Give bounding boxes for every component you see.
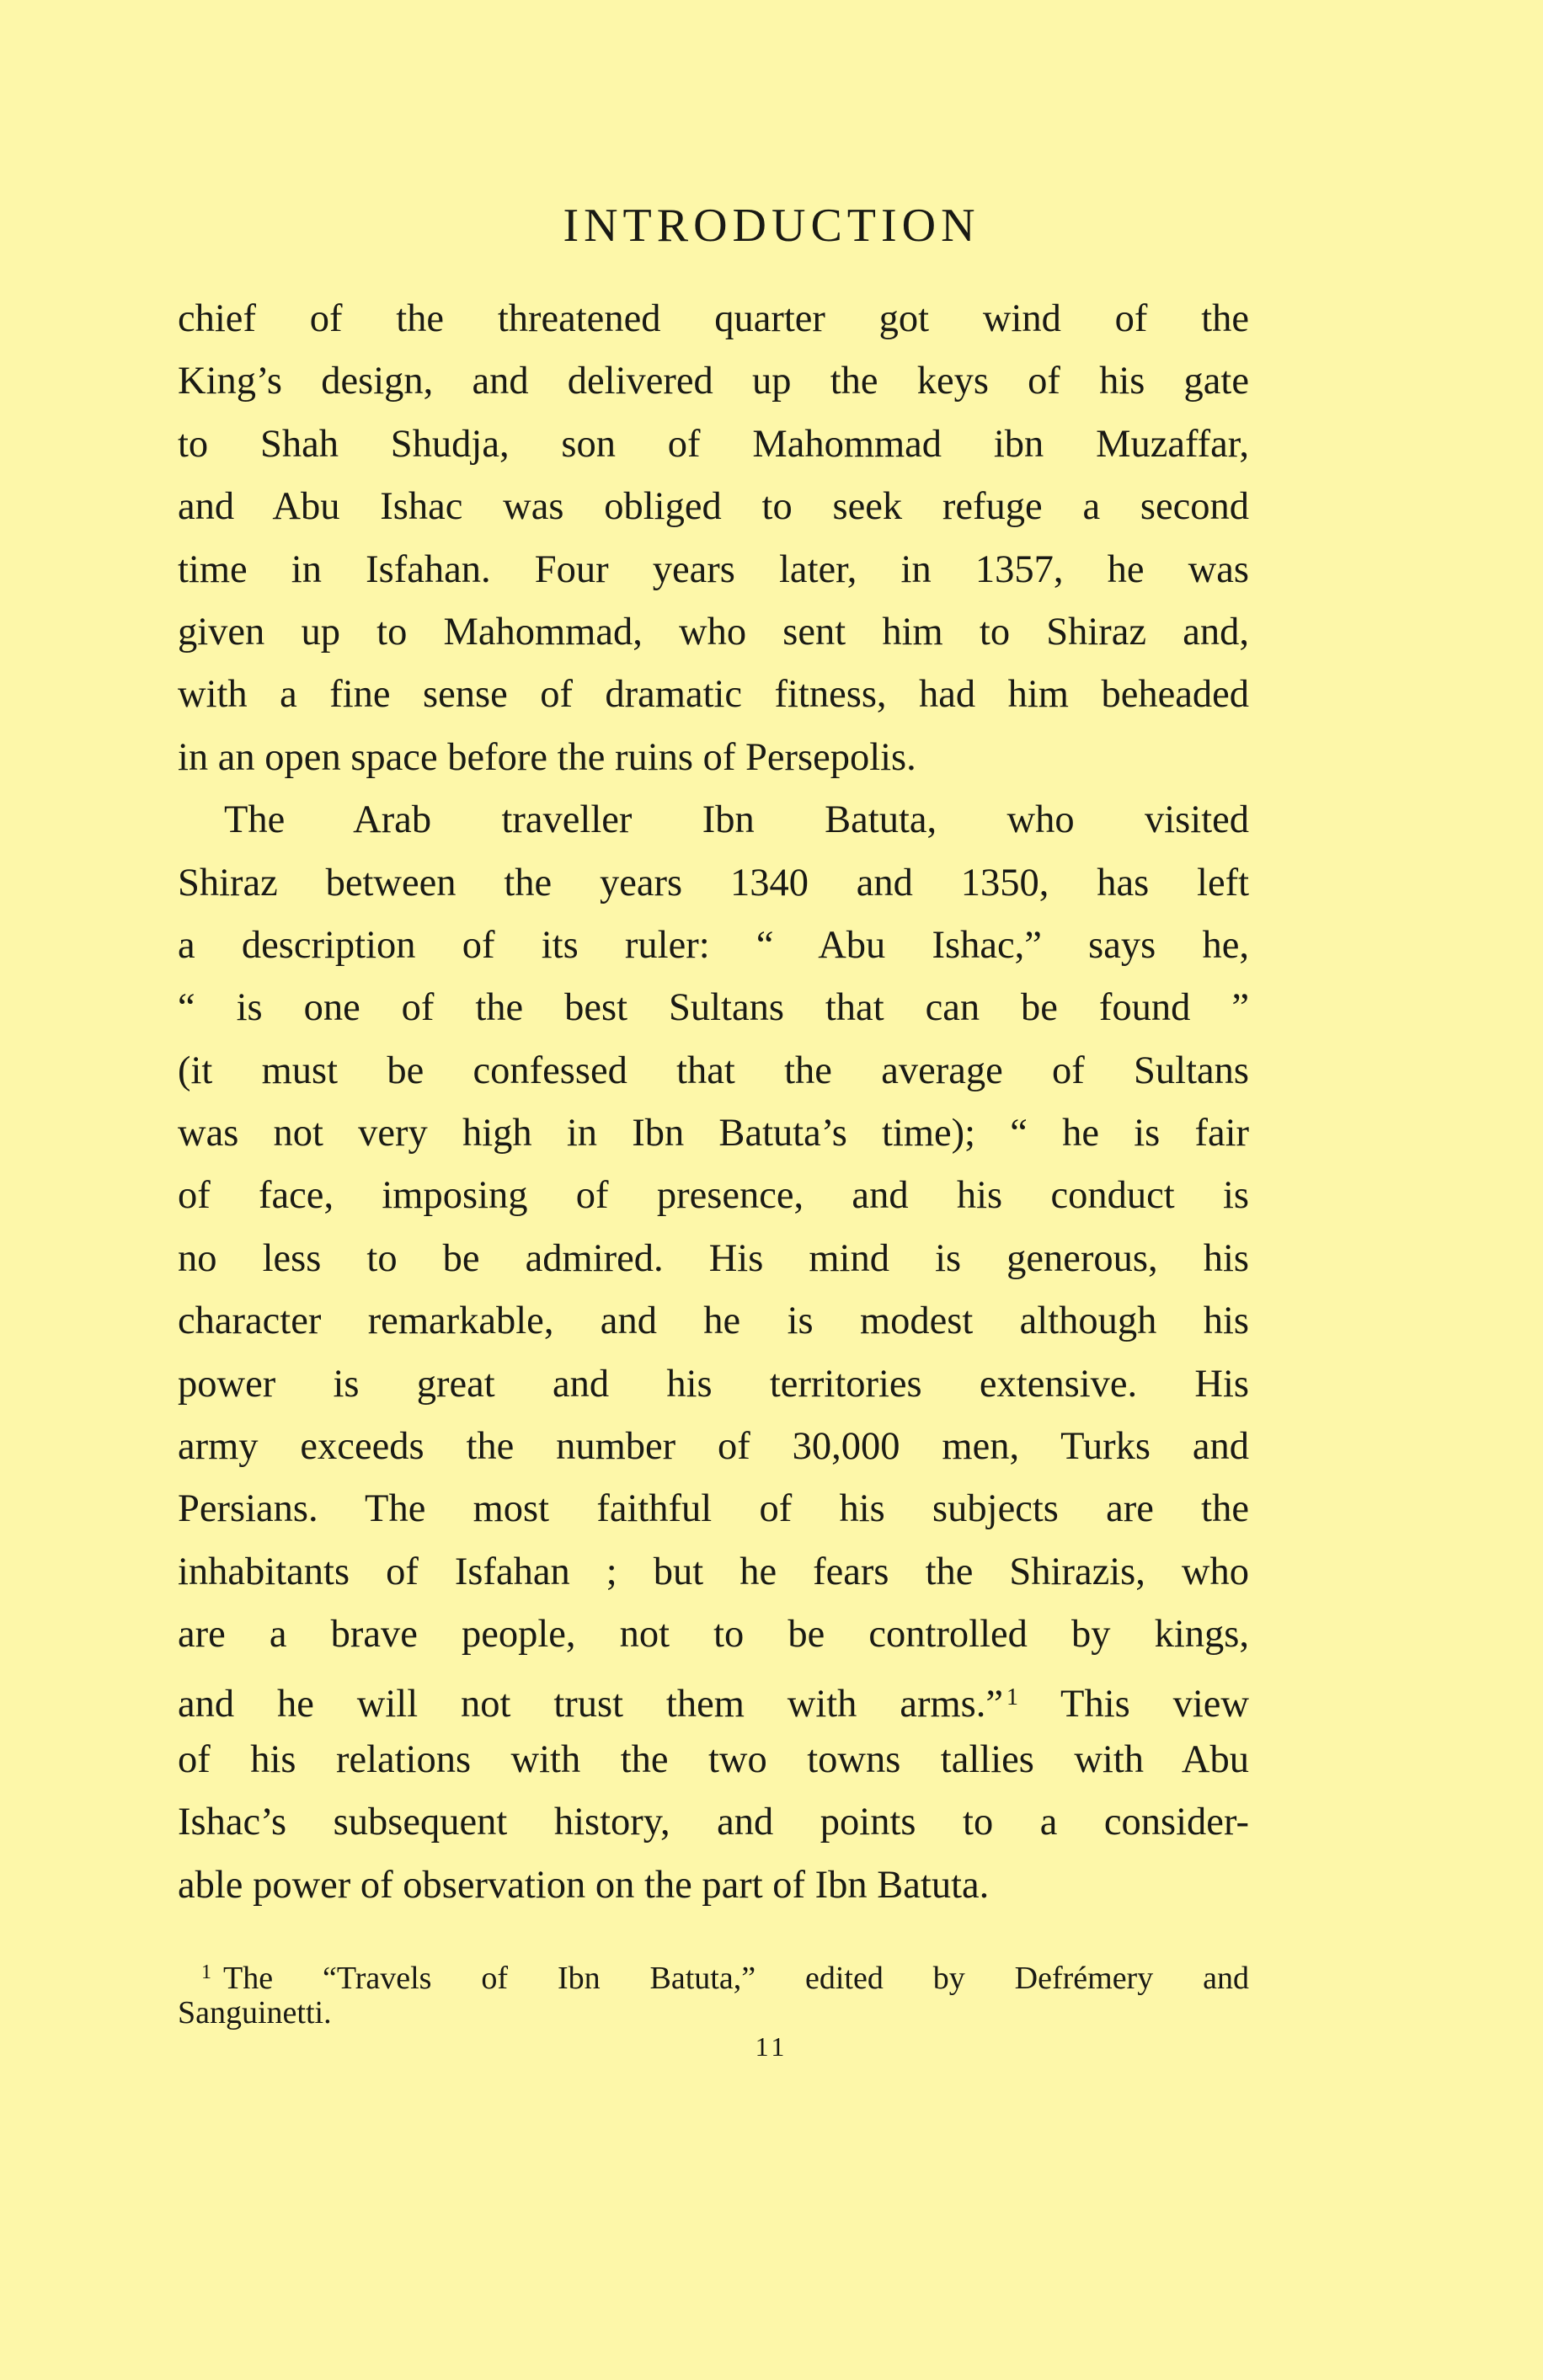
- body-text: [178, 288, 1249, 1917]
- text-line: time in Isfahan. Four years later, in 1357, he was: [178, 547, 1249, 591]
- text-line: inhabitants of Isfahan ; but he fears the Shirazis, who: [178, 1550, 1249, 1593]
- text-line: power is great and his territories extensive. His: [178, 1362, 1249, 1406]
- line-text: and he will not trust them with arms.”: [178, 1682, 1003, 1726]
- text-line: Persians. The most faithful of his subjects are the: [178, 1487, 1249, 1531]
- text-line: of face, imposing of presence, and his conduct is: [178, 1174, 1249, 1218]
- running-head: INTRODUCTION: [563, 200, 980, 252]
- text-line: and Abu Ishac was obliged to seek refuge a second: [178, 485, 1249, 529]
- text-line: a description of its ruler: “ Abu Ishac,” says he,: [178, 923, 1249, 967]
- text-line: The Arab traveller Ibn Batuta, who visited: [224, 798, 1249, 842]
- text-line: “ is one of the best Sultans that can be found ”: [178, 986, 1249, 1030]
- text-line: Ishac’s subsequent history, and points to a consider-: [178, 1801, 1249, 1844]
- text-line: chief of the threatened quarter got wind of the: [178, 297, 1249, 340]
- text-line: King’s design, and delivered up the keys of his gate: [178, 360, 1249, 403]
- text-line: was not very high in Ibn Batuta’s time); “ he is fair: [178, 1112, 1249, 1155]
- page-number: 11: [755, 2031, 788, 2062]
- text-line: in an open space before the ruins of Persepolis.: [178, 735, 916, 779]
- text-line: of his relations with the two towns tallies with Abu: [178, 1737, 1249, 1781]
- text-line: army exceeds the number of 30,000 men, Turks and: [178, 1425, 1249, 1469]
- text-line: given up to Mahommad, who sent him to Shiraz and,: [178, 610, 1249, 654]
- text-line: Shiraz between the years 1340 and 1350, has left: [178, 861, 1249, 905]
- footnote-text: The “Travels of Ibn Batuta,” edited by Defrémery and: [223, 1961, 1249, 1996]
- text-line: character remarkable, and he is modest although his: [178, 1299, 1249, 1343]
- footnote-line: [178, 1952, 1249, 1996]
- footnote-line: Sanguinetti.: [178, 1995, 332, 2030]
- text-line: are a brave people, not to be controlled by kings,: [178, 1613, 1249, 1657]
- text-line: no less to be admired. His mind is generous, his: [178, 1236, 1249, 1280]
- footnote: [178, 1952, 1249, 2033]
- footnote-reference: 1: [1006, 1684, 1018, 1710]
- footnote-marker: 1: [201, 1961, 211, 1983]
- line-text: This view: [1060, 1682, 1249, 1726]
- text-line: with a fine sense of dramatic fitness, had him beheaded: [178, 673, 1249, 717]
- text-line: [178, 1667, 1249, 1729]
- text-line: able power of observation on the part of Ibn Batuta.: [178, 1863, 990, 1907]
- text-line: to Shah Shudja, son of Mahommad ibn Muzaffar,: [178, 422, 1249, 466]
- text-line: (it must be confessed that the average of Sultans: [178, 1049, 1249, 1092]
